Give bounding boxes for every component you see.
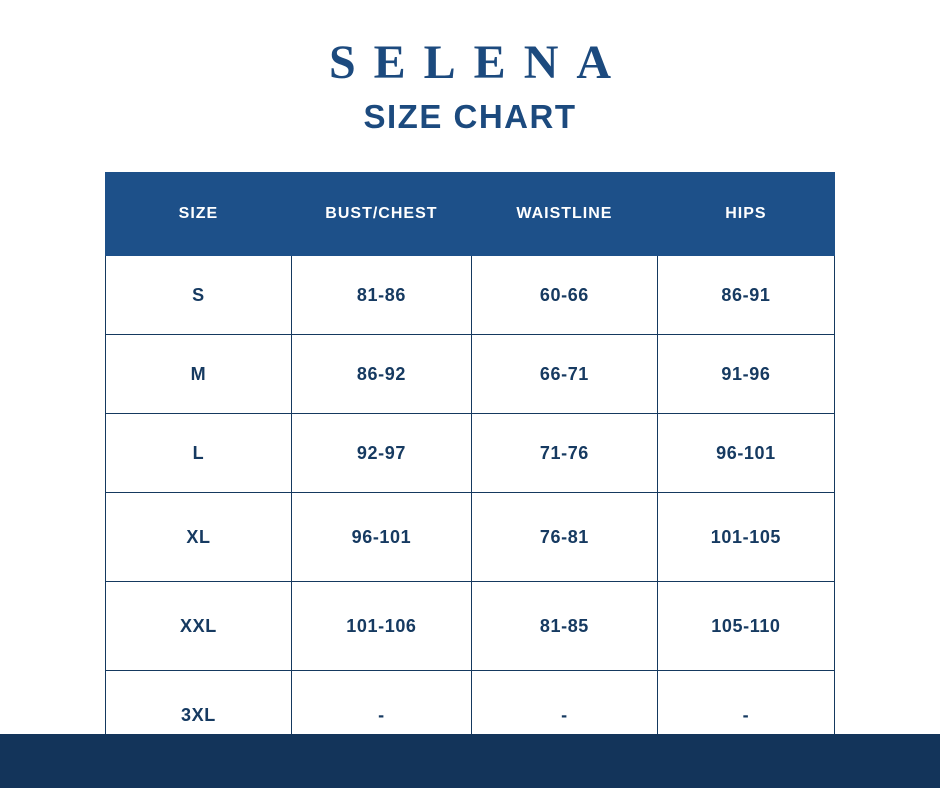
column-header-bust-chest: BUST/CHEST bbox=[291, 173, 471, 256]
table-header-row bbox=[106, 173, 835, 256]
table-body bbox=[106, 256, 835, 760]
cell-size: L bbox=[106, 414, 292, 493]
cell-waist: 76-81 bbox=[471, 493, 657, 582]
cell-waist: 71-76 bbox=[471, 414, 657, 493]
cell-hips: 105-110 bbox=[657, 582, 834, 671]
cell-bust: 96-101 bbox=[291, 493, 471, 582]
cell-size: XL bbox=[106, 493, 292, 582]
cell-waist: - bbox=[471, 671, 657, 760]
cell-waist: 81-85 bbox=[471, 582, 657, 671]
cell-size: XXL bbox=[106, 582, 292, 671]
cell-size: M bbox=[106, 335, 292, 414]
cell-waist: 60-66 bbox=[471, 256, 657, 335]
table-row bbox=[106, 335, 835, 414]
cell-bust: - bbox=[291, 671, 471, 760]
table-row bbox=[106, 493, 835, 582]
cell-size: S bbox=[106, 256, 292, 335]
cell-waist: 66-71 bbox=[471, 335, 657, 414]
brand-title: SELENA bbox=[328, 36, 630, 89]
cell-bust: 86-92 bbox=[291, 335, 471, 414]
cell-hips: - bbox=[657, 671, 834, 760]
size-chart-table-wrapper bbox=[105, 172, 835, 760]
cell-bust: 81-86 bbox=[291, 256, 471, 335]
cell-size: 3XL bbox=[106, 671, 292, 760]
cell-hips: 96-101 bbox=[657, 414, 834, 493]
footer-bar bbox=[0, 734, 940, 788]
cell-bust: 92-97 bbox=[291, 414, 471, 493]
cell-bust: 101-106 bbox=[291, 582, 471, 671]
size-chart-table bbox=[105, 172, 835, 760]
table-header bbox=[106, 173, 835, 256]
cell-hips: 91-96 bbox=[657, 335, 834, 414]
table-row bbox=[106, 582, 835, 671]
column-header-hips: HIPS bbox=[657, 173, 834, 256]
table-row bbox=[106, 414, 835, 493]
column-header-waistline: WAISTLINE bbox=[471, 173, 657, 256]
table-row bbox=[106, 256, 835, 335]
cell-hips: 86-91 bbox=[657, 256, 834, 335]
column-header-size: SIZE bbox=[106, 173, 292, 256]
page-subtitle: SIZE CHART bbox=[363, 98, 577, 136]
cell-hips: 101-105 bbox=[657, 493, 834, 582]
